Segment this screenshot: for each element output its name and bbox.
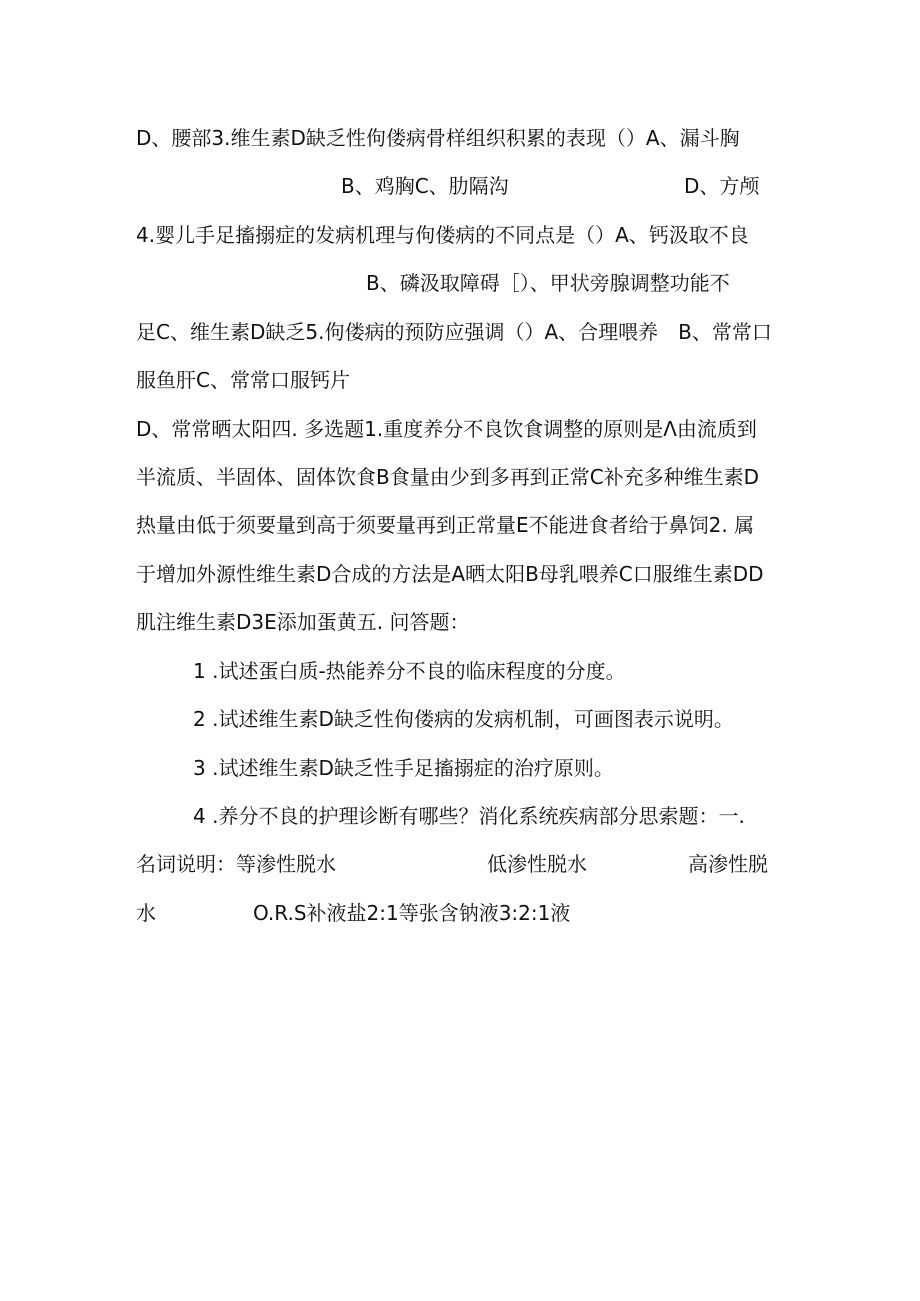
text-line-3 (136, 217, 787, 253)
term-isotonic: 名词说明：等渗性脱水 (136, 852, 336, 876)
text-line-17 (0, 895, 920, 931)
question-text: 1 .试述蛋白质-热能养分不良的临床程度的分度。 (193, 659, 626, 683)
question-1 (193, 653, 787, 689)
question-4 (193, 798, 787, 834)
question-3 (193, 750, 787, 786)
line-text: 足C、维生素D缺乏5.佝偻病的预防应强调（）A、合理喂养 B、常常口 (136, 320, 772, 344)
text-line-11 (136, 604, 787, 640)
text-line-7 (136, 411, 787, 447)
line-text: D、腰部3.维生素D缺乏性佝偻病骨样组织积累的表现（）A、漏斗胸 (136, 126, 740, 150)
term-hypotonic: 低渗性脱水 (487, 852, 587, 876)
line-text: 肌注维生素D3E添加蛋黄五. 问答题： (136, 610, 470, 634)
line-text: D、常常晒太阳四. 多选题1.重度养分不良饮食调整的原则是Λ由流质到 (136, 417, 757, 441)
line-text: 半流质、半固体、固体饮食B食量由少到多再到正常C补充多种维生素D (136, 465, 760, 489)
text-line-6 (136, 362, 787, 398)
text-line-10 (136, 556, 787, 592)
term-hypertonic-end: 水 (136, 901, 156, 925)
text-line-2 (0, 168, 920, 204)
option-d: D、方颅 (684, 174, 760, 198)
question-text: 4 .养分不良的护理诊断有哪些？消化系统疾病部分思索题：一. (193, 804, 745, 828)
text-line-16 (0, 846, 920, 882)
text-line-8 (136, 459, 787, 495)
term-ors: O.R.S补液盐2:1等张含钠液3:2:1液 (253, 901, 571, 925)
line-text: 于增加外源性维生素D合成的方法是A晒太阳B母乳喂养C口服维生素DD (136, 562, 764, 586)
question-text: 3 .试述维生素D缺乏性手足搐搦症的治疗原则。 (193, 756, 614, 780)
term-hypertonic: 高渗性脱 (688, 852, 768, 876)
text-line-5 (136, 314, 787, 350)
text-line-9 (136, 507, 787, 543)
line-text: B、磷汲取障碍［）、甲状旁腺调整功能不 (366, 271, 730, 295)
line-text: 热量由低于须要量到高于须要量再到正常量E不能进食者给于鼻饲2. 属 (136, 513, 755, 537)
question-text: 2 .试述维生素D缺乏性佝偻病的发病机制，可画图表示说明。 (193, 707, 734, 731)
line-text: 服鱼肝C、常常口服钙片 (136, 368, 350, 392)
line-text: 4.婴儿手足搐搦症的发病机理与佝偻病的不同点是（）A、钙汲取不良 (136, 223, 749, 247)
text-line-4 (366, 265, 786, 301)
options-b-c: B、鸡胸C、肋隔沟 (341, 174, 509, 198)
question-2 (193, 701, 787, 737)
text-line-1 (136, 120, 787, 156)
